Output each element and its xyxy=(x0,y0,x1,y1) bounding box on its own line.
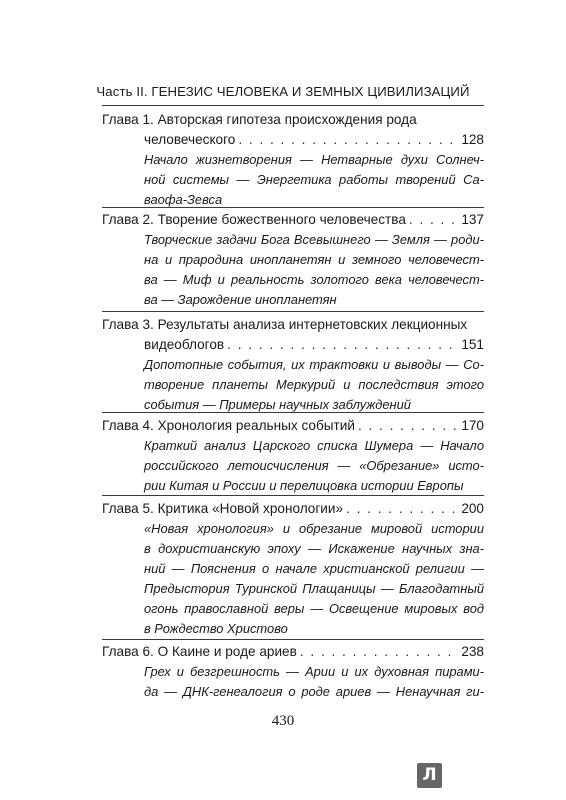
summary-line: ной системы — Энергетика работы творений Са- xyxy=(144,172,484,187)
chapter-title-line xyxy=(102,315,484,335)
divider xyxy=(102,639,484,640)
toc-entry-chapter-4 xyxy=(102,416,484,496)
summary-line: огонь православной веры — Освещение мировых вод xyxy=(144,601,484,616)
page-ref: 170 xyxy=(461,418,484,433)
chapter-title-line xyxy=(102,499,484,519)
chapter-title: человеческого xyxy=(144,132,236,147)
page-ref: 137 xyxy=(461,212,484,227)
summary-line: Допотопные события, их трактовки и выводы — Со- xyxy=(144,357,484,372)
summary-line: Творческие задачи Бога Всевышнего — Земля — роди- xyxy=(144,232,484,247)
dot-leader xyxy=(346,499,458,519)
page-ref: 128 xyxy=(461,132,484,147)
chapter-title-line xyxy=(102,110,484,130)
summary-line: события — Примеры научных заблуждений xyxy=(144,397,411,412)
chapter-title: Глава 6. О Каине и роде ариев xyxy=(102,644,297,659)
divider xyxy=(102,412,484,413)
summary-line: ва — Зарождение инопланетян xyxy=(144,292,337,307)
chapter-title-line xyxy=(102,642,484,662)
chapter-summary xyxy=(102,519,484,639)
summary-line: российского летоисчисления — «Обрезание» исто- xyxy=(144,458,484,473)
page-number: 430 xyxy=(271,713,295,729)
summary-line: на и прародина инопланетян и земного человечест- xyxy=(144,252,484,267)
page-ref: 200 xyxy=(461,501,484,516)
dot-leader xyxy=(238,130,458,150)
chapter-summary xyxy=(102,150,484,210)
summary-line: ваофа-Зевса xyxy=(144,192,223,207)
summary-line: Начало жизнетворения — Нетварные духи Солнеч- xyxy=(144,152,484,167)
toc-entry-chapter-1 xyxy=(102,110,484,210)
chapter-title: Глава 2. Творение божественного человечества xyxy=(102,212,406,227)
summary-line: Грех и безгрешность — Арии и их духовная пирами- xyxy=(144,664,484,679)
chapter-title: видеоблогов xyxy=(144,337,225,352)
toc-entry-chapter-6 xyxy=(102,642,484,702)
summary-line: Краткий анализ Царского списка Шумера — Начало xyxy=(144,438,484,453)
chapter-title-line xyxy=(102,416,484,436)
chapter-summary xyxy=(102,230,484,310)
page-ref: 238 xyxy=(461,644,484,659)
toc-entry-chapter-2 xyxy=(102,210,484,310)
page-ref: 151 xyxy=(461,337,484,352)
chapter-title: Глава 3. Результаты анализа интернетовских лекционных xyxy=(102,317,468,332)
summary-line: Предыстория Туринской Плащаницы — Благодатный xyxy=(144,581,484,596)
chapter-title-line xyxy=(102,210,484,230)
summary-line: творение планеты Меркурий и последствия этого xyxy=(144,377,484,392)
chapter-title: Глава 5. Критика «Новой хронологии» xyxy=(102,501,344,516)
summary-line: в Рождество Христово xyxy=(144,621,288,636)
divider xyxy=(102,207,484,208)
publisher-logo-icon: Л xyxy=(417,763,442,788)
chapter-summary xyxy=(102,662,484,702)
dot-leader xyxy=(358,416,458,436)
dot-leader xyxy=(227,335,458,355)
summary-line: в дохристианскую эпоху — Искажение научных зна- xyxy=(144,541,484,556)
chapter-title-line xyxy=(102,130,484,150)
chapter-title: Глава 1. Авторская гипотеза происхождения рода xyxy=(102,112,417,127)
summary-line: рии Китая и России и перелицовка истории Европы xyxy=(144,478,464,493)
chapter-title-line xyxy=(102,335,484,355)
chapter-title: Глава 4. Хронология реальных событий xyxy=(102,418,355,433)
summary-line: да — ДНК-генеалогия о роде ариев — Ненаучная ги- xyxy=(144,684,484,699)
summary-line: ва — Миф и реальность золотого века человечест- xyxy=(144,272,484,287)
divider xyxy=(102,311,484,312)
dot-leader xyxy=(300,642,458,662)
divider xyxy=(102,105,484,106)
part-title: Часть II. ГЕНЕЗИС ЧЕЛОВЕКА И ЗЕМНЫХ ЦИВИЛИЗАЦИЙ xyxy=(96,84,470,99)
summary-line: «Новая хронология» и обрезание мировой истории xyxy=(144,521,484,536)
dot-leader xyxy=(409,210,458,230)
divider xyxy=(102,495,484,496)
toc-entry-chapter-3 xyxy=(102,315,484,415)
summary-line: ний — Пояснения о начале христианской религии — xyxy=(144,561,484,576)
chapter-summary xyxy=(102,436,484,496)
toc-entry-chapter-5 xyxy=(102,499,484,639)
chapter-summary xyxy=(102,355,484,415)
